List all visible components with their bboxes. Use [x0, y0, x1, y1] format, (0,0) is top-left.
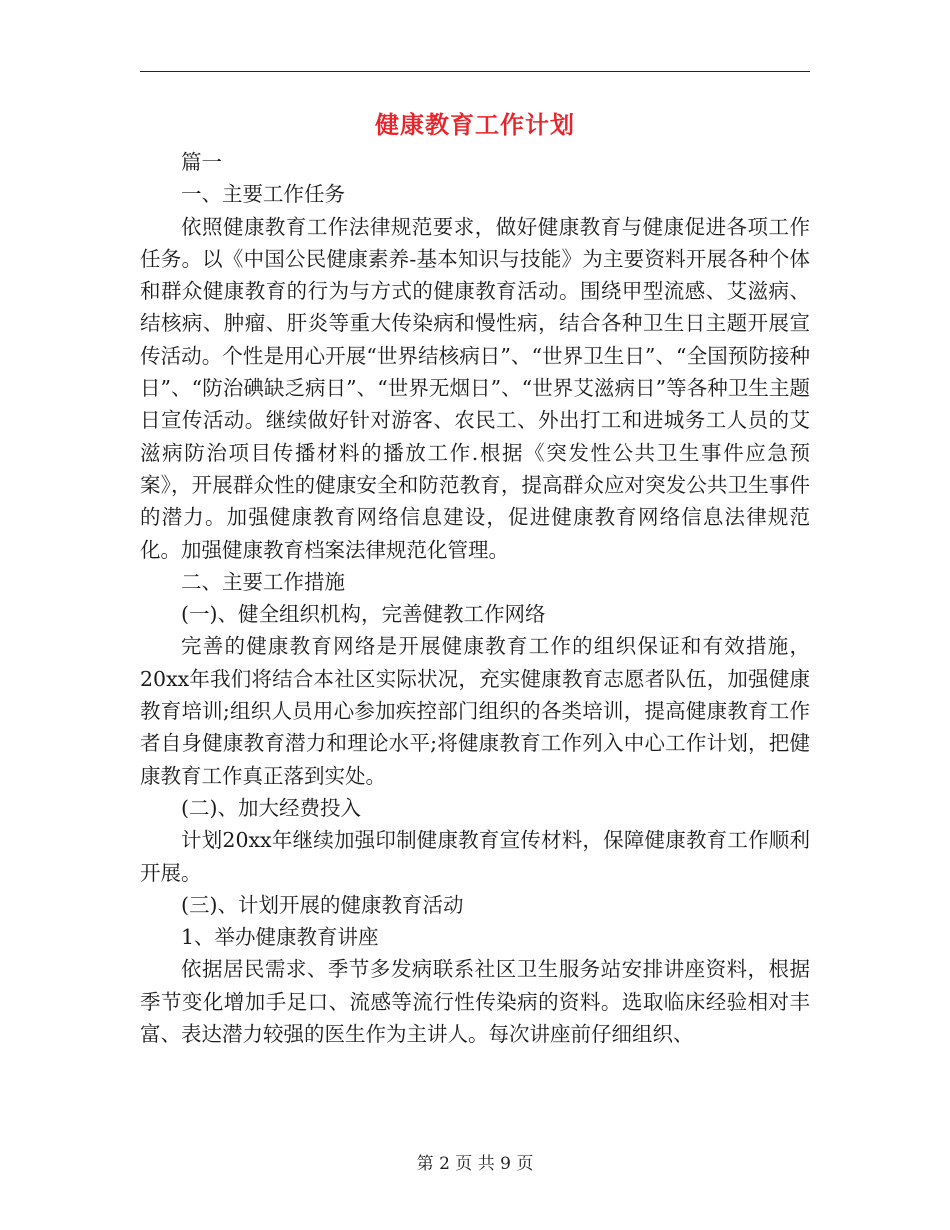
heading-main-tasks: 一、主要工作任务: [181, 182, 345, 207]
subheading-organization: (一)、健全组织机构，完善健教工作网络: [181, 602, 546, 627]
subheading-funding: (二)、加大经费投入: [181, 795, 361, 820]
document-title: 健康教育工作计划: [375, 110, 575, 139]
page-footer: 第 2 页 共 9 页: [416, 1154, 534, 1174]
document-body: [140, 146, 810, 1050]
paragraph-funding: 计划20xx年继续加强印制健康教育宣传材料，保障健康教育工作顺利开展。: [140, 828, 810, 885]
paragraph-main-tasks: 依照健康教育工作法律规范要求，做好健康教育与健康促进各项工作任务。以《中国公民健康素养-基本知识与技能》为主要资料开展各种个体和群众健康教育的行为与方式的健康教育活动。围绕甲型流感、艾滋病、结核病、肿瘤、肝炎等重大传染病和慢性病，结合各种卫生日主题开展宣传活动。个性是用心开展“世界结核病日”、“世界卫生日”、“全国预防接种日”、“防治碘缺乏病日”、“世界无烟日”、“世界艾滋病日”等各种卫生主题日宣传活动。继续做好针对游客、农民工、外出打工和进城务工人员的艾滋病防治项目传播材料的播放工作.根据《突发性公共卫生事件应急预案》，开展群众性的健康安全和防范教育，提高群众应对突发公共卫生事件的潜力。加强健康教育网络信息建设，促进健康教育网络信息法律规范化。加强健康教育档案法律规范化管理。: [140, 214, 810, 562]
section-label: 篇一: [181, 150, 222, 174]
item-lectures: 1、举办健康教育讲座: [181, 925, 379, 950]
paragraph-organization: 完善的健康教育网络是开展健康教育工作的组织保证和有效措施，20xx年我们将结合本社区实际状况，充实健康教育志愿者队伍，加强健康教育培训;组织人员用心参加疾控部门组织的各类培训，提高健康教育工作者自身健康教育潜力和理论水平;将健康教育工作列入中心工作计划，把健康教育工作真正落到实处。: [140, 634, 810, 788]
subheading-activities: (三)、计划开展的健康教育活动: [181, 892, 464, 917]
heading-main-measures: 二、主要工作措施: [181, 569, 345, 594]
header-rule: [140, 71, 810, 72]
paragraph-lectures: 依据居民需求、季节多发病联系社区卫生服务站安排讲座资料，根据季节变化增加手足口、流感等流行性传染病的资料。选取临床经验相对丰富、表达潜力较强的医生作为主讲人。每次讲座前仔细组织、: [140, 957, 810, 1047]
